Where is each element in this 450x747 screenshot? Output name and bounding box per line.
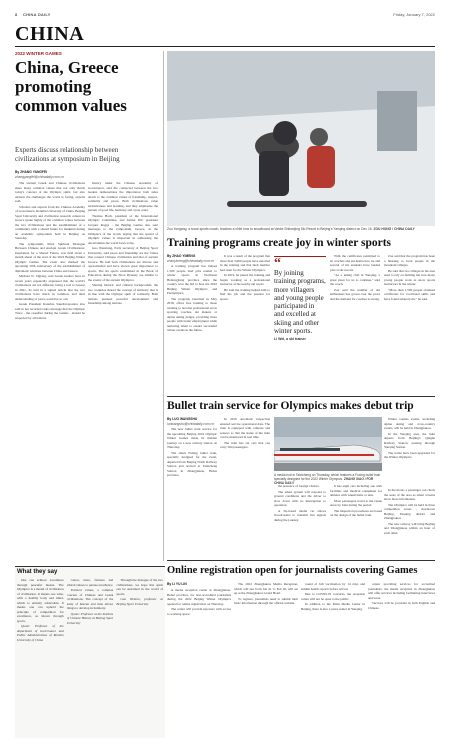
paragraph: The smart Fuxing bullet train, specially designed for the event, departed from Beijing North Railway Station and arrived at Taizicheng Station in Zhangjiakou, Hebei province. [167, 450, 217, 477]
paragraph: Quote: Professor at the Institute of Chinese History at Beijing Sport University [66, 611, 114, 625]
paragraph: Services will be provided in both English and Chinese. [368, 601, 435, 610]
paragraph: Due to COVID-19 concerns, the reception center will not be open to the public. [301, 592, 365, 601]
railway-byline [167, 417, 217, 426]
column-divider [163, 51, 164, 561]
quote-attribution: Li Wei, a ski trainer [274, 337, 306, 342]
paragraph: A 5G-based media car allows broadcasters to transmit live signals during the journey. [274, 508, 326, 522]
paragraph: With the certificates permitted to be coaches and ski instructors, he and several of his students have landed jobs at ski resorts. [330, 254, 380, 272]
issue-date: Friday, January 7, 2022 [393, 12, 435, 17]
paragraph: Thomas Bach, president of the International Olympic Committee, and former IOC president Jacques Rogge - the Beijing Games also sent messages to the symposium. Greece, as the birthplace of the world, urging that the spread of Olympic values is important in addressing the uncertainties the world faces today. [88, 213, 158, 245]
byline-email: zhangyangfei@chinadaily.com.cn [15, 174, 64, 179]
ski-scene-image [167, 51, 435, 226]
railway-column-4 [330, 484, 382, 557]
lead-headline: China, Greece promoting common values [15, 58, 127, 115]
paragraph: The new railway will bring Beijing and Zhangjiakou within an hour of each other. [384, 521, 435, 535]
quote-text: By joining training programs, more villagers and young people participated in and excelled at skiing and other winter sports. [274, 269, 326, 336]
paragraph: In 2019, he joined the training and began working as a professional instructor at the nearby ski resort. [220, 273, 270, 286]
train-image [274, 417, 382, 471]
paragraph: He said the training helped him to find his job and the passion for sports. [220, 287, 270, 301]
caption-text: Zou Yongang, a snow sports coach, teaches a child how to snowboard at Vanke Shibanjing Ski Resort in Beijing's Yanqing district on Dec 16. [167, 227, 373, 231]
paragraph: history under the Chinese Academy of Governance, said the connected between the two leaders demonstrates the importance both sides attach to the common values of friendship, respect, solidarity and peace. Both civilizations value inclusiveness and learning, and they emphasize the pursuit of good life, harmony and a just order. [88, 181, 158, 212]
lead-byline [15, 170, 85, 179]
paragraph: In addition to the Main Media Center in Beijing, there is also a press center in Yanqing. [301, 602, 365, 611]
ski-training-photo [167, 51, 435, 226]
lead-column-2 [88, 181, 158, 499]
paragraph: Michael N. Zigiang, said Greek leaders have in recent years repeatedly expressed that the world's civilizations are not different, being a nod to Greece in 2021. Xi said in a signed article that the two civilizations have much in common, and their understanding of peace would be so old. [15, 274, 85, 301]
training-photo-caption [167, 227, 435, 231]
byline-name: By ZHANG YANGFEI [15, 170, 48, 174]
media-byline: By LI YU LIN [167, 582, 187, 586]
story-divider [167, 560, 435, 561]
paragraph: The train has six cars that can carry 564 passengers. [220, 440, 270, 449]
paragraph: In the mode, a passenger can check the seats of the area as smart screens show more information. [384, 488, 435, 501]
paragraph: It was a result of the program that more than 3,000 people have enrolled in the training and that their number had risen for the Winter Olympics. [220, 254, 270, 272]
paragraph: Guo Wenxiang, Party secretary of Beijing Sport University, said peace and friendship are the values that connect Chinese civilization and that of ancient Greece. He said both civilizations are diverse and open-minded and have shown great importance to sports. The six sports established in the Book of Education during the Zhou Dynasty are similar to the events of the ancient Olympics. [88, 246, 158, 282]
paragraph: center providing services for accredited journalists, the media reception in Zhangjiakou will offer services including facilitating interviews and tours. [368, 582, 435, 600]
paragraph: The symposium, titled Spiritual Dialogue Between Chinese and Ancient Greek Civilizations: Inspiration for a Shared Future, was held about a month ahead of the start of the 2022 Beijing Winter Olympic Games. The event also marked the upcoming 50th anniversary of the establishment of diplomatic relations between China and Greece. [15, 241, 85, 273]
railway-column-1 [167, 427, 217, 557]
paragraph: Greek President Katerina Sakellaropoulou also said in her recorded video message that the Olympic Truce - the ceasefire during the Games - should be respected by all nations. [15, 302, 85, 320]
pull-quote [274, 256, 326, 341]
lead-kicker: 2022 WINTER GAMES [15, 51, 62, 56]
media-column-1 [167, 588, 231, 738]
lead-deck: Experts discuss relationship between civilizations at symposium in Beijing [15, 146, 120, 163]
paragraph: More passengers travel to the venue areas by train during the period. [330, 498, 382, 507]
paragraph: Guo Weimin, professor at Beijing Sport University [116, 597, 164, 606]
paragraph: It has eight cars including one with facilities and medical equipment for athletes with wheelchairs or skis. [330, 484, 382, 497]
photo-credit: ZOU HONG / CHINA DAILY [373, 227, 415, 231]
paragraph: Quote: Professor of the department of Governance and Public Administration of Renmin University of China [17, 624, 64, 642]
paper-name: CHINA DAILY [23, 12, 51, 17]
training-column-5 [384, 254, 435, 392]
section-title: CHINA [15, 23, 85, 45]
paragraph: To register, journalists need to submit their basic information through the official website. [234, 596, 298, 605]
sidebar-column-2 [67, 578, 114, 728]
sidebar-column-1 [17, 578, 64, 728]
paragraph: round of full vaccination by 14 days and submit health reports before arrival. [301, 582, 365, 591]
caption-text: A media hub in Taizicheng on Thursday, which features a Fuxing bullet train specially designed for the 2022 Winter Olympics. [274, 473, 381, 482]
paragraph: Scholars and experts from the Chinese Academy of Governance, Renmin University of China, Beijing Sport University and civilization research centers in Greece spoke highly of the common values between the two civilizations and the establishment of a community with a shared future for mankind during an academic symposium held in Beijing on Saturday. [15, 204, 85, 240]
media-column-3 [301, 582, 365, 738]
paragraph: Zou said the number of ski enthusiasts has grown over the years and the demand for coaches is strong. [330, 287, 380, 301]
railway-headline: Bullet train service for Olympics makes debut trip [167, 400, 414, 412]
paragraph: The trains have been upgraded for the Winter Olympics. [384, 450, 435, 459]
training-byline [167, 254, 217, 263]
paragraph: "As a skiing club in Yanqing, a great place for us to continue," said the coach. [330, 273, 380, 286]
byline-name: By LUO WANGSHU [167, 417, 198, 421]
paragraph: Political values, a common concern of Chinese and Greek civilizations. The concept of the unity of heaven and man allows things to develop in harmony. [66, 588, 114, 610]
paragraph: Zou said that the program has been a blessing to local people in the mountain villages. [384, 254, 435, 267]
paragraph: The center will provide reporters with access to working space. [167, 607, 231, 616]
railway-column-6 [384, 488, 435, 557]
training-column-4 [330, 254, 380, 392]
paragraph: Through the dialogue of the two civilizations, we hope this spirit can be sustained in the world of sports. [116, 578, 164, 596]
paragraph: "More than 1,500 people obtained certificates for vocational skills and have found related jobs," he said. [384, 287, 435, 301]
paragraph: In the Yanqing area, the train departs from Beijing's Qinghe Railway Station, passing through Yanqing Station. [384, 431, 435, 449]
paragraph: One can achieve excellence through peaceful means. The Olympics is a model of civilization of civilization. It means one wins, with a healthy body and mind, which is entirely achievable. It means one can uphold the principle of competition for excellence, as shown through sports. [17, 578, 64, 623]
quote-mark-icon: “ [274, 256, 281, 271]
paragraph: cation, rules, fairness and ethical values to pursue excellence. [66, 578, 114, 587]
railway-column-3 [274, 484, 326, 557]
lead-column-1 [15, 181, 85, 499]
training-column-1 [167, 264, 217, 392]
railway-column-2 [220, 417, 270, 557]
sidebar-what-they-say [15, 566, 165, 738]
railway-column-5 [384, 417, 435, 487]
media-headline: Online registration open for journalists covering Games [167, 565, 418, 576]
paragraph: He said that two villages in his area used to rely on farming but now many young people work as snow sports instructors in the winter. [384, 268, 435, 286]
masthead [15, 11, 435, 19]
byline-email: zhaoyimeng@chinadaily.com.cn [167, 258, 215, 263]
paragraph: The new bullet train service for the upcoming Beijing 2022 Olympic Winter Games made its maiden journey on a new railway station on Thursday. [167, 427, 217, 449]
training-headline: Training programs create joy in winter sports [167, 237, 392, 249]
paragraph: A training program has helped 1,500 people land jobs related to winter sports in Northeast Heilongjiang province since the country won the bid to host the 2022 Beijing Winter Olympics and Paralympics. [167, 264, 217, 295]
paragraph: The inspection procedures are based on the design of the bullet train. [330, 508, 382, 517]
photo-credit: ZHANG XIAO / FOR CHINA DAILY [274, 477, 374, 486]
page-number: 8 [15, 12, 18, 17]
paragraph: Sharing historic and cultural backgrounds, the two countries shared the concept of harmony that is in line with the Olympic spirit of solidarity. Both nations pursued peaceful development and friendship among nations. [88, 283, 158, 305]
paragraph: A media reception center at Zhangjiakou, Hebei province, for non-accredited journalists during the 2022 Beijing Winter Olympics opened for online registration on Thursday. [167, 588, 231, 606]
media-column-2 [234, 582, 298, 738]
paragraph: The Olympics will be held in three competition zones - downtown Beijing, Yanqing district and Zhangjiakou. [384, 502, 435, 520]
paragraph: Winter Games events, including alpine skiing and cross-country events, will be held in Zhangjiakou. [384, 417, 435, 430]
media-column-4 [368, 582, 435, 738]
paragraph: The ancient Greek and Chinese civilizations share many common values that not only match today's concept of the Olympic spirit, but also address the challenges the world is facing, experts said. [15, 181, 85, 203]
paragraph: The program, launched in May 2018, offers free training to those wishing to become professional snow sporting coaches, ski makers or alpine skiing judges, providing more people with better employment while nurturing talent to ensure successful winter events in the future. [167, 296, 217, 332]
byline-email: luowangshu@chinadaily.com.cn [167, 421, 214, 426]
section-rule [15, 46, 435, 47]
bullet-train-photo [274, 417, 382, 471]
paragraph: In 2019 automatic inspection ensured service operational data. The train is equipped with cameras and sensors so that the status of the train can be monitored in real time. [220, 417, 270, 439]
sidebar-column-3 [116, 578, 163, 728]
story-divider [167, 396, 435, 397]
paragraph: the presence of foreign visitors. [278, 484, 320, 488]
byline-name: By ZHAO YIMENG [167, 254, 196, 258]
paragraph: The smart system will respond to ground conditions and the driver to slow down with no interruption to operation. [274, 489, 326, 507]
paragraph: The 2022 Zhangjiakou Media Reception, which will run from Jan 21 to Feb 20, will set up at the Zhangjiakou Grand Hotel. [234, 582, 298, 595]
sidebar-title: What they say [17, 569, 58, 575]
training-column-2 [220, 254, 270, 392]
